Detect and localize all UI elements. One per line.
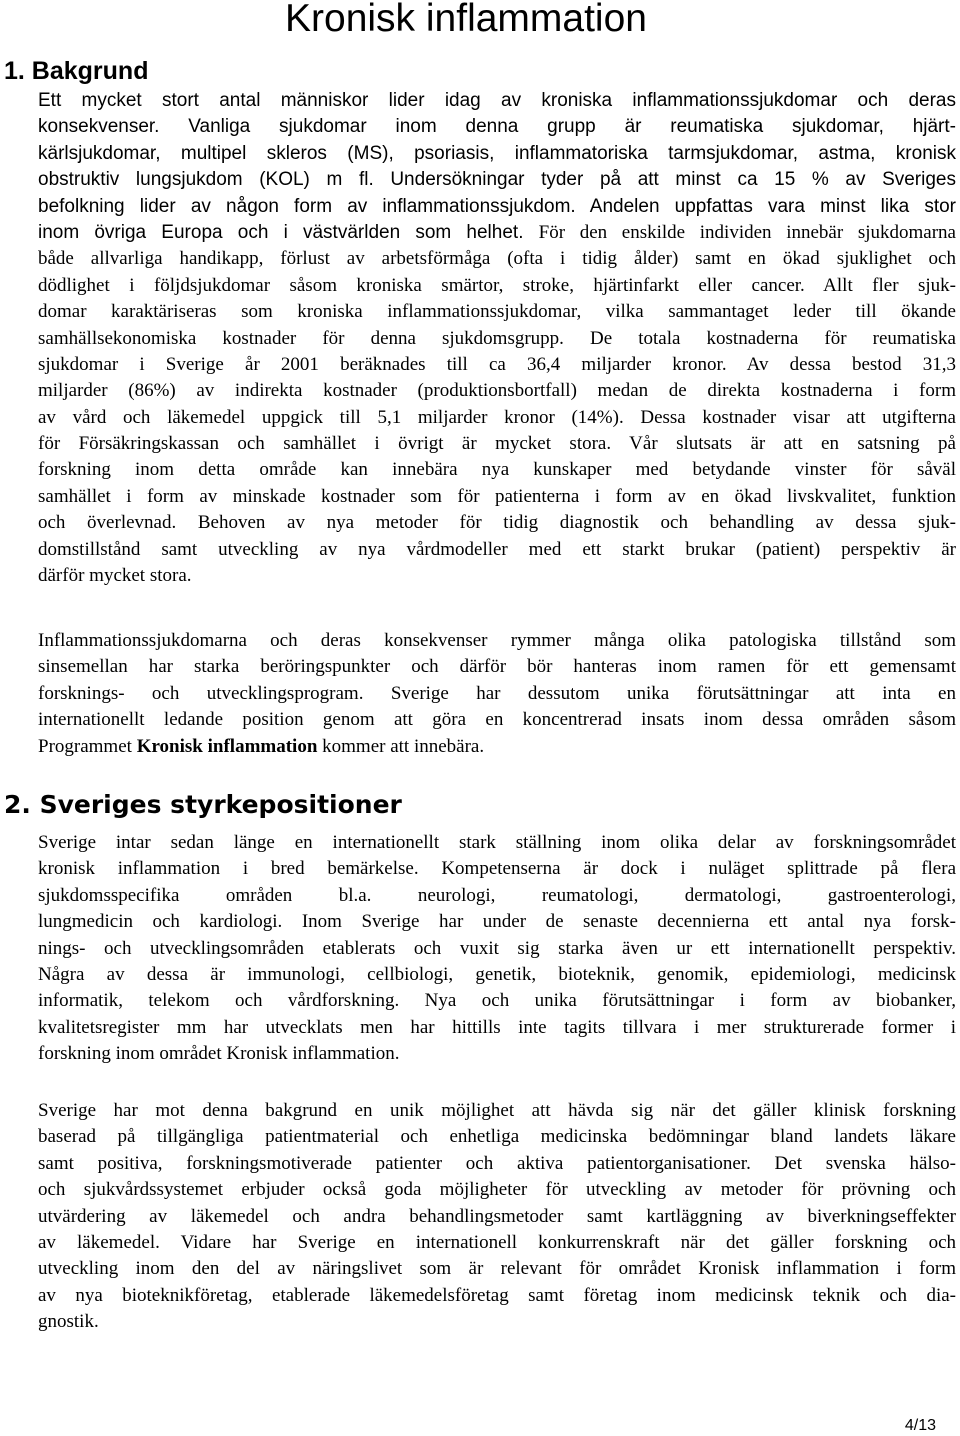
text-line: lungmedicin och kardiologi. Inom Sverige har under de senaste decennierna ett antal nya forsk-	[38, 911, 956, 933]
text-line: sinsemellan har starka beröringspunkter och därför bör hanteras inom ramen för ett gemensamt	[38, 656, 956, 678]
text-line: dödlighet i följdsjukdomar såsom kroniska smärtor, stroke, hjärtinfarkt eller cancer. Allt fler sjuk-	[38, 274, 956, 296]
program-name-bold: Kronisk inflammation	[136, 735, 318, 757]
text-segment: inom övriga Europa och i västvärlden som helhet.	[38, 221, 539, 243]
text-line: baserad på tillgängliga patientmaterial och enhetliga medicinska bedömningar bland landets läkare	[38, 1126, 956, 1148]
text-segment: kommer att innebära.	[317, 735, 485, 757]
paragraph-bakgrund-1	[38, 88, 956, 589]
paragraph-bakgrund-2	[38, 628, 956, 760]
text-line: internationellt ledande position genom att göra en koncentrerad insats inom dessa områden såsom	[38, 709, 956, 731]
text-line: kvalitetsregister mm har utvecklats men har hittills inte tagits tillvara i mer strukturerade former i	[38, 1016, 956, 1038]
text-line: samhällsekonomiska kostnader för denna sjukdomsgrupp. De totala kostnaderna för reumatiska	[38, 327, 956, 349]
text-line: för Försäkringskassan och samhället i övrigt är mycket stora. Vår slutsats är att en satsning på	[38, 433, 956, 455]
document-title: Kronisk inflammation	[285, 0, 647, 40]
text-line: samhället i form av minskade kostnader som för patienterna i form av en ökad livskvalitet, funktion	[38, 485, 956, 507]
section-heading-styrkepositioner: 2. Sveriges styrkepositioner	[4, 790, 402, 819]
text-line: Några av dessa är immunologi, cellbiologi, genetik, bioteknik, genomik, epidemiologi, medicinsk	[38, 963, 956, 985]
text-line: sjukdomar i Sverige år 2001 beräknades till ca 36,4 miljarder kronor. Av dessa bestod 31,3	[38, 353, 956, 375]
text-line: av läkemedel. Vidare har Sverige en internationell konkurrenskraft när det gäller forskning och	[38, 1231, 956, 1253]
page-number: 4/13	[904, 1417, 936, 1434]
text-line: konsekvenser. Vanliga sjukdomar inom denna grupp är reumatiska sjukdomar, hjärt-	[38, 116, 956, 138]
text-segment: För den enskilde individen innebär sjukdomarna	[538, 221, 956, 243]
text-line: domstillstånd samt utveckling av nya vårdmodeller med ett starkt brukar (patient) perspektiv är	[38, 538, 956, 560]
text-line: obstruktiv lungsjukdom (KOL) m fl. Undersökningar tyder på att minst ca 15 % av Sveriges	[38, 169, 956, 191]
paragraph-styrkepositioner-1	[38, 830, 956, 1068]
text-line	[38, 734, 956, 760]
text-line: utveckling inom den del av näringslivet som är relevant för området Kronisk inflammation i form	[38, 1258, 956, 1280]
text-line: kronisk inflammation i bred bemärkelse. Kompetenserna är dock i nuläget splittrade på flera	[38, 858, 956, 880]
text-line: av nya bioteknikföretag, etablerade läkemedelsföretag samt företag inom medicinsk teknik och dia-	[38, 1284, 956, 1306]
text-line: Sverige intar sedan länge en internationellt stark ställning inom olika delar av forskningsområdet	[38, 832, 956, 853]
text-line: forskning inom detta område kan innebära nya kunskaper med betydande vinster för såväl	[38, 459, 956, 481]
text-line	[38, 220, 956, 246]
text-line: och sjukvårdssystemet erbjuder också goda möjligheter för utveckling av metoder för prövning och	[38, 1179, 956, 1201]
text-line: både allvarliga handikapp, förlust av arbetsförmåga (ofta i tidig ålder) samt en ökad sjuklighet och	[38, 248, 956, 270]
text-line: Sverige har mot denna bakgrund en unik möjlighet att hävda sig när det gäller klinisk forskning	[38, 1100, 956, 1121]
paragraph-styrkepositioner-2	[38, 1098, 956, 1336]
text-line: befolkning lider av någon form av inflammationssjukdom. Andelen uppfattas vara minst lika stor	[38, 195, 956, 217]
text-line: sjukdomsspecifika områden bl.a. neurologi, reumatologi, dermatologi, gastroenterologi,	[38, 884, 956, 906]
text-line: Inflammationssjukdomarna och deras konsekvenser rymmer många olika patologiska tillstånd som	[38, 630, 956, 651]
section-heading-bakgrund: 1. Bakgrund	[4, 57, 149, 85]
text-line: därför mycket stora.	[38, 565, 192, 587]
text-line: och överlevnad. Behoven av nya metoder för tidig diagnostik och behandling av dessa sjuk-	[38, 512, 956, 534]
text-line: nings- och utvecklingsområden etablerats och vuxit sig starka även ur ett internationellt perspektiv.	[38, 937, 956, 959]
text-line: Ett mycket stort antal människor lider idag av kroniska inflammationssjukdomar och deras	[38, 90, 956, 111]
text-line: utvärdering av läkemedel och andra behandlingsmetoder samt kartläggning av biverkningseffekter	[38, 1205, 956, 1227]
text-line: kärlsjukdomar, multipel skleros (MS), psoriasis, inflammatoriska tarmsjukdomar, astma, kronisk	[38, 142, 956, 164]
text-line: domar karaktäriseras som kroniska inflammationssjukdomar, vilka sammantaget leder till ökande	[38, 301, 956, 323]
text-line: samt positiva, forskningsmotiverade patienter och aktiva patientorganisationer. Det svenska hälso-	[38, 1152, 956, 1174]
text-line: miljarder (86%) av indirekta kostnader (produktionsbortfall) medan de direkta kostnaderna i form	[38, 380, 956, 402]
text-line: av vård och läkemedel uppgick till 5,1 miljarder kronor (14%). Dessa kostnader visar att utgifterna	[38, 406, 956, 428]
text-line: forskning inom området Kronisk inflammation.	[38, 1043, 400, 1065]
text-segment: Programmet	[38, 735, 137, 757]
text-line: informatik, telekom och vårdforskning. Nya och unika förutsättningar i form av biobanker,	[38, 990, 956, 1012]
text-line: gnostik.	[38, 1311, 99, 1333]
text-line: forsknings- och utvecklingsprogram. Sverige har dessutom unika förutsättningar att inta en	[38, 682, 956, 704]
